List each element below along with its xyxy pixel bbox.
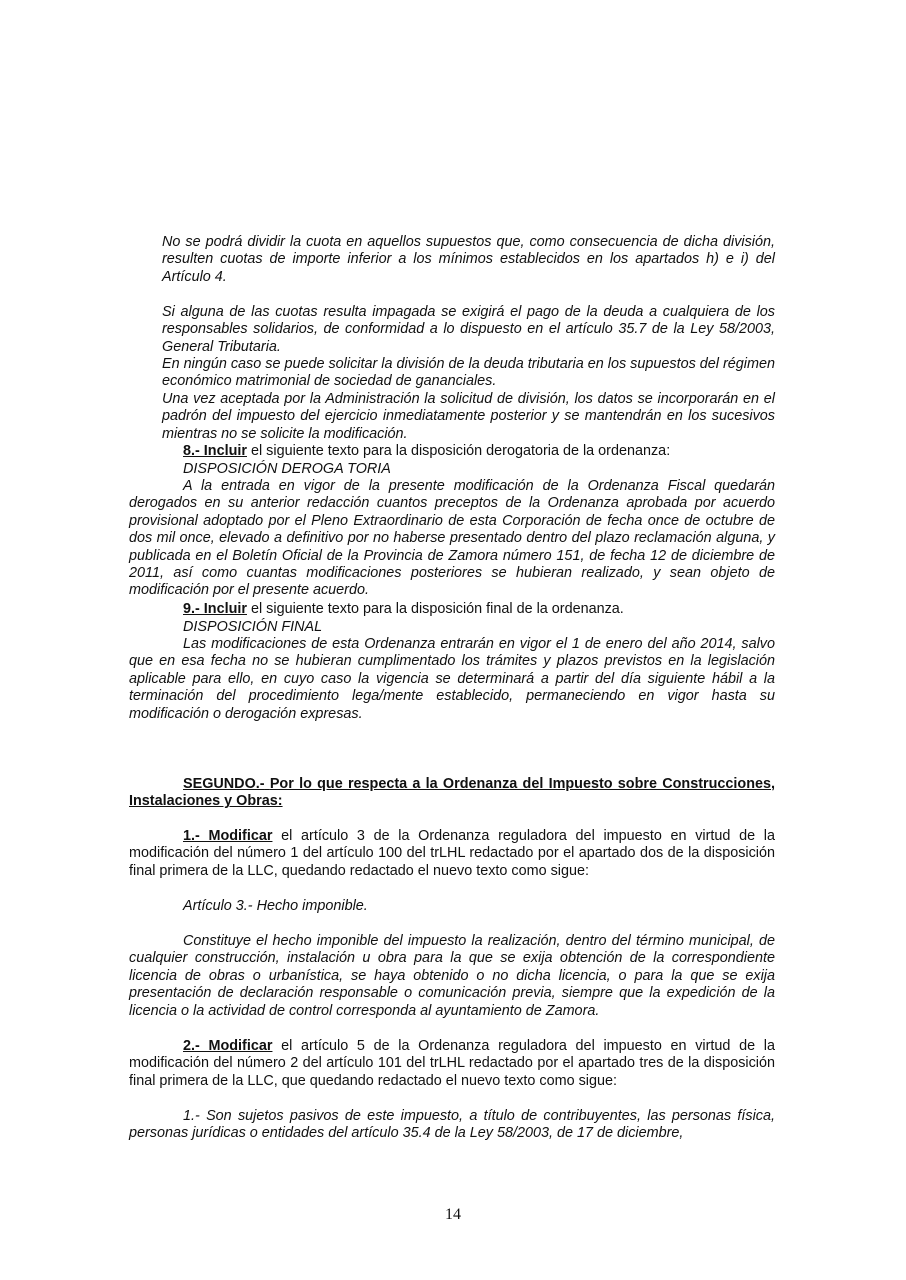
articulo-3-title: Artículo 3.- Hecho imponible. — [183, 898, 368, 914]
segundo-text: Por lo que respecta a la Ordenanza del Impuesto sobre Construcciones, Instalaciones y Obras: — [129, 776, 775, 810]
item-8-text: el siguiente texto para la disposición derogatoria de la ordenanza: — [246, 443, 671, 459]
articulo-5-text: 1.- Son sujetos pasivos de este impuesto, a título de contribuyentes, las personas física, personas jurídicas o entidades del artículo 35.4 de la Ley 58/2003, de 17 de diciembre, — [129, 1108, 775, 1142]
modificar-2-paragraph — [129, 1038, 775, 1090]
modificar-1-paragraph — [129, 828, 775, 880]
modificar-1-text: el artículo 3 de la Ordenanza reguladora del impuesto en virtud de la modificación del número 1 del artículo 100 del trLHL redactado por el apartado dos de la disposición final primera de la LLC, quedando redactado el nuevo texto como sigue: — [129, 828, 775, 879]
page-number: 14 — [445, 1206, 461, 1223]
segundo-label: SEGUNDO.- — [183, 776, 265, 792]
disposicion-final-text: Las modificaciones de esta Ordenanza entrarán en vigor el 1 de enero del año 2014, salvo que en esa fecha no se hubieran cumplimentado los trámites y plazos previstos en la legislación aplicable para ello, en cuyo caso la vigencia se determinará a partir del día siguiente hábil a la terminación del procedimiento lega/mente establecido, permaneciendo en vigor hasta su modificación o derogación expresas. — [129, 636, 775, 722]
item-8-line — [183, 443, 775, 460]
paragraph-cuotas-impagadas: Si alguna de las cuotas resulta impagada se exigirá el pago de la deuda a cualquiera de los responsables solidarios, de conformidad a lo dispuesto en el artículo 35.7 de la Ley 58/2003, General Tributaria. — [162, 304, 775, 355]
disposicion-final-title: DISPOSICIÓN FINAL — [183, 619, 323, 635]
item-8-label: 8.- Incluir — [183, 443, 247, 459]
paragraph-division-cuota: No se podrá dividir la cuota en aquellos supuestos que, como consecuencia de dicha división, resulten cuotas de importe inferior a los mínimos establecidos en los apartados h) e i) del Artículo 4. — [162, 234, 775, 285]
modificar-1-label: 1.- Modificar — [183, 828, 273, 844]
paragraph-gananciales: En ningún caso se puede solicitar la división de la deuda tributaria en los supuestos del régimen económico matrimonial de sociedad de gananciales. — [162, 356, 775, 390]
disposicion-derogatoria-text: A la entrada en vigor de la presente modificación de la Ordenanza Fiscal quedarán derogados en su anterior redacción cuantos preceptos de la Ordenanza aprobada por acuerdo provisional adoptado por el Pleno Extraordinario de esta Corporación de fecha once de octubre de dos mil once, elevado a definitivo por no haberse presentado dentro del plazo reclamación alguna, y publicada en el Boletín Oficial de la Provincia de Zamora número 151, de fecha 12 de diciembre de 2011, así como cuantas modificaciones posteriores se hubieran realizado, y sean objeto de modificación por el presente acuerdo. — [129, 478, 775, 599]
item-9-line — [183, 601, 775, 618]
disposicion-derogatoria-title: DISPOSICIÓN DEROGA TORIA — [183, 461, 391, 477]
item-9-label: 9.- Incluir — [183, 601, 247, 617]
articulo-3-text: Constituye el hecho imponible del impuesto la realización, dentro del término municipal, de cualquier construcción, instalación u obra para la que se exija obtención de la correspondiente licencia de obras o urbanística, se haya obtenido o no dicha licencia, o para la que se exija presentación de declaración responsable o comunicación previa, siempre que la expedición de la licencia o la actividad de control corresponda al ayuntamiento de Zamora. — [129, 933, 775, 1019]
paragraph-padron: Una vez aceptada por la Administración la solicitud de división, los datos se incorporarán en el padrón del impuesto del ejercicio inmediatamente posterior y se mantendrán en los sucesivos mientras no se solicite la modificación. — [162, 391, 775, 442]
modificar-2-label: 2.- Modificar — [183, 1038, 273, 1054]
modificar-2-text: el artículo 5 de la Ordenanza reguladora del impuesto en virtud de la modificación del número 2 del artículo 101 del trLHL redactado por el apartado tres de la disposición final primera de la LLC, que quedando redactado el nuevo texto como sigue: — [129, 1038, 775, 1089]
item-9-text: el siguiente texto para la disposición final de la ordenanza. — [246, 601, 624, 617]
segundo-heading — [129, 776, 775, 811]
